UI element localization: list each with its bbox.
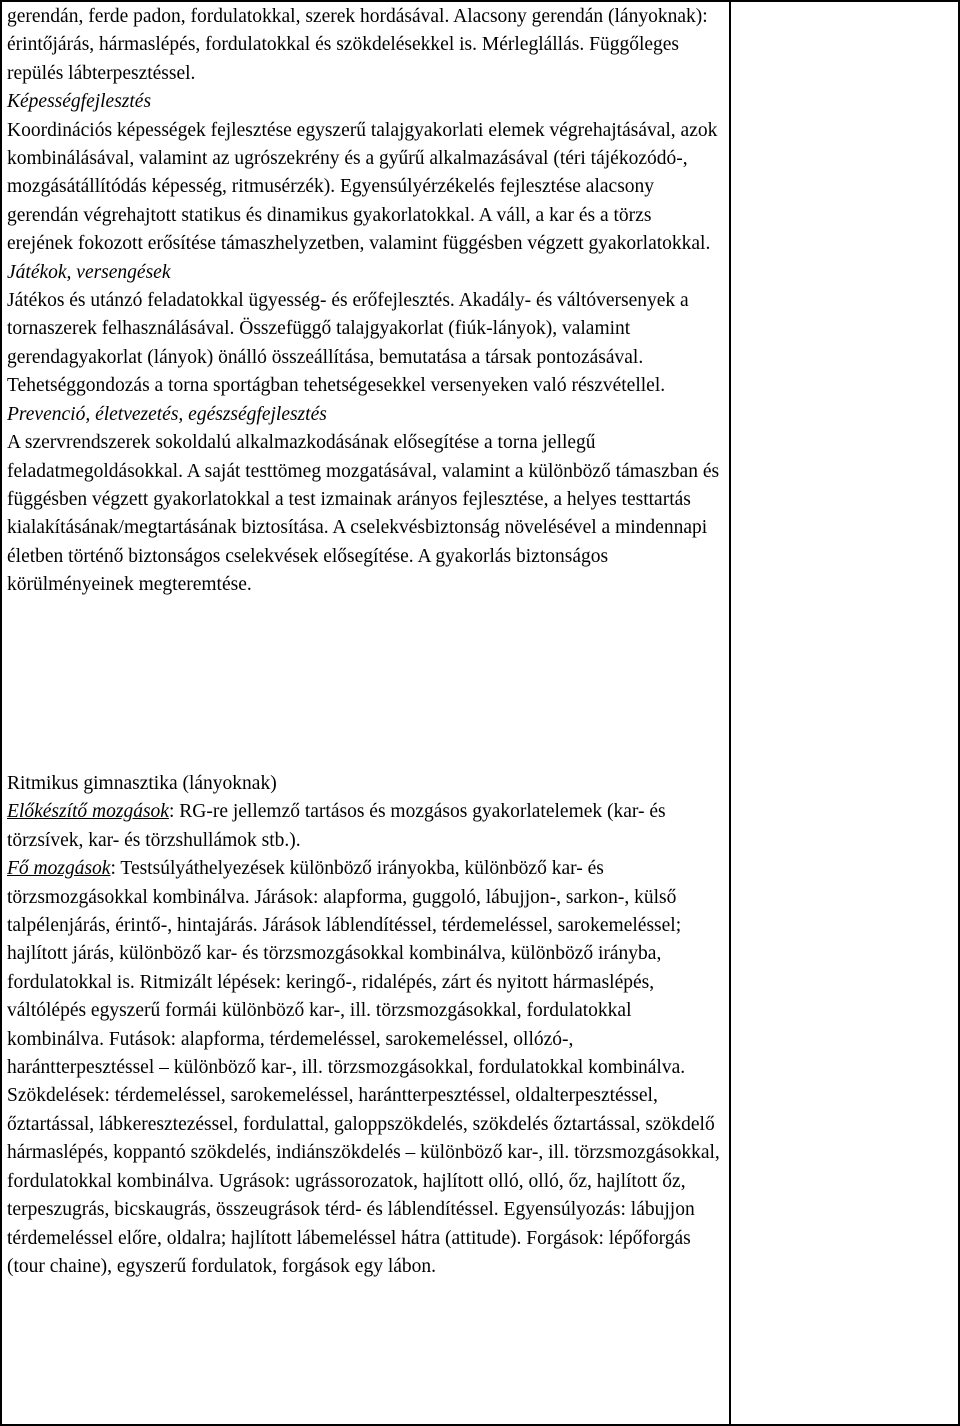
table-column-divider [729, 0, 731, 1426]
text-fo-mozgasok: : Testsúlyáthelyezések különböző irányokba, különböző kar- és törzsmozgásokkal kombinálva. Járások: alapforma, guggoló, lábujjon-, sarkon-, külső talpélenjárás, érintő-, hintajárás. Járások láblendítéssel, térdemeléssel, sarokemeléssel; hajlított járás, különböző kar- és törzsmozgásokkal kombinálva, különböző irányba, fordulatokkal is. Ritmizált lépések: keringő-, ridalépés, zárt és nyitott hármaslépés, váltólépés egyszerű formái különböző kar-, ill. törzsmozgásokkal, fordulatokkal kombinálva. Futások: alapforma, térdemeléssel, sarokemeléssel, ollózó-, harántterpesztéssel – különböző kar-, ill. törzsmozgásokkal, fordulatokkal kombinálva. Szökdelések: térdemeléssel, sarokemeléssel, harántterpesztéssel, oldalterpesztéssel, őztartással, lábkeresztezéssel, fordulattal, galoppszökdelés, szökdelés őztartással, szökdelő hármaslépés, koppantó szökdelés, indiánszökdelés – különböző kar-, ill. törzsmozgásokkal, fordulatokkal kombinálva. Ugrások: ugrássorozatok, hajlított olló, olló, őz, hajlított őz, terpeszugrás, bicskaugrás, összeugrások térd- és láblendítéssel. Egyensúlyozás: lábujjon térdemeléssel előre, oldalra; hajlított lábemeléssel hátra (attitude). Forgások: lépőforgás (tour chaine), egyszerű fordulatok, forgások egy lábon. [7, 858, 720, 1277]
table-border-top [0, 0, 960, 2]
section-text-prevencio: A szervrendszerek sokoldalú alkalmazkodásának elősegítése a torna jellegű feladatmegoldásokkal. A saját testtömeg mozgatásával, valamint a különböző támaszban és függésben végzett gyakorlatokkal a test izmainak arányos fejlesztése, a helyes testtartás kialakításának/megtartásának biztosítása. A cselekvésbiztonság növelésével a mindennapi életben történő biztonságos cselekvések elősegítése. A gyakorlás biztonságos körülményeinek megteremtése. [7, 432, 720, 596]
cell-rhythmic-gymnastics [7, 770, 722, 1281]
intro-text: gerendán, ferde padon, fordulatokkal, szerek hordásával. Alacsony gerendán (lányoknak): érintőjárás, hármaslépés, fordulatokkal és szökdelésekkel is. Mérleglállás. Függőleges repülés lábterpesztéssel. [7, 6, 708, 84]
section-title-prevencio: Prevenció, életvezetés, egészségfejlesztés [7, 403, 327, 425]
cell-gymnastics [7, 3, 722, 600]
section-title-jatekok: Játékok, versengések [7, 261, 171, 283]
label-elokeszito-mozgasok: Előkészítő mozgások [7, 801, 169, 823]
paragraph-elokeszito-mozgasok [7, 798, 722, 855]
text-elokeszito-mozgasok: : RG-re jellemző tartásos és mozgásos gyakorlatelemek (kar- és törzsívek, kar- és törzshullámok stb.). [7, 801, 666, 851]
section-title-kepessegfejlesztes: Képességfejlesztés [7, 91, 152, 113]
table-border-left [0, 0, 2, 1426]
paragraph-fo-mozgasok [7, 855, 722, 1281]
section-text-jatekok: Játékos és utánzó feladatokkal ügyesség- és erőfejlesztés. Akadály- és váltóversenyek a tornaszerek felhasználásával. Összefüggő talajgyakorlat (fiúk-lányok), valamint gerendagyakorlat (lányok) önálló összeállítása, bemutatása a társak pontozásával. Tehetséggondozás a torna sportágban tehetségesekkel versenyeken való részvétellel. [7, 290, 689, 397]
section-text-kepessegfejlesztes: Koordinációs képességek fejlesztése egyszerű talajgyakorlati elemek végrehajtásával, azok kombinálásával, valamint az ugrószekrény és a gyűrű alkalmazásával (téri tájékozódó-, mozgásátállítódás képesség, ritmusérzék). Egyensúlyérzékelés fejlesztése alacsony gerendán végrehajtott statikus és dinamikus gyakorlatokkal. A váll, a kar és a törzs erejének fokozott erősítése támaszhelyzetben, valamint függésben végzett gyakorlatokkal. [7, 119, 718, 255]
section-title-ritmikus-gimnasztika: Ritmikus gimnasztika (lányoknak) [7, 773, 277, 794]
label-fo-mozgasok: Fő mozgások [7, 858, 111, 880]
